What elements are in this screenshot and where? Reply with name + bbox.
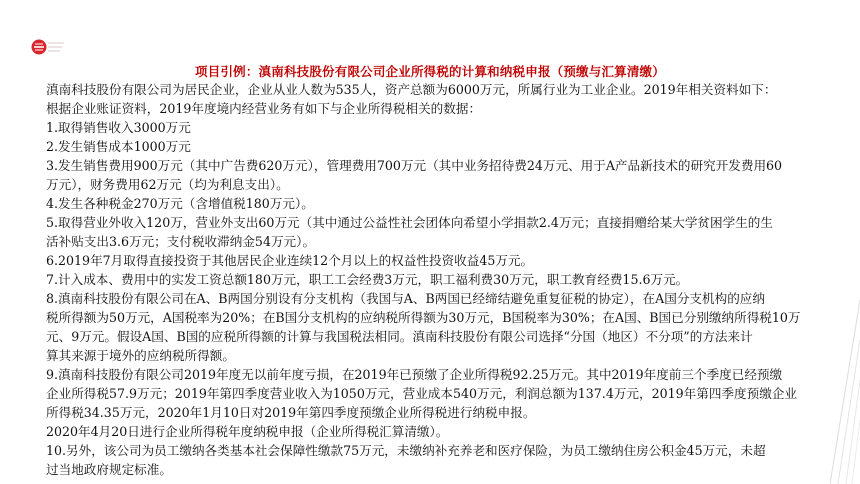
page-title: 项目引例：滇南科技股份有限公司企业所得税的计算和纳税申报（预缴与汇算清缴）: [195, 64, 665, 79]
document-body: [46, 80, 846, 479]
body-line: 根据企业账证资料，2019年度境内经营业务有如下与企业所得税相关的数据：: [46, 101, 482, 116]
body-line: 滇南科技股份有限公司为居民企业，企业从业人数为535人，资产总额为6000万元，所属行业为工业企业。2019年相关资料如下：: [46, 82, 777, 97]
body-line: 7.计入成本、费用中的实发工资总额180万元，职工工会经费3万元，职工福利费30万元，职工教育经费15.6万元。: [46, 272, 689, 287]
body-line: 税所得额为50万元，A国税率为20%；在B国分支机构的应纳税所得额为30万元，B国税率为30%；在A国、B国已分别缴纳所得税10万: [46, 310, 801, 325]
body-line: 9.滇南科技股份有限公司2019年度无以前年度亏损，在2019年已预缴了企业所得税92.25万元。其中2019年度前三个季度已经预缴: [46, 367, 783, 382]
body-line: 万元），财务费用62万元（均为利息支出）。: [46, 177, 289, 192]
body-line: 1.取得销售收入3000万元: [46, 120, 191, 135]
body-line: 5.取得营业外收入120万，营业外支出60万元（其中通过公益性社会团体向希望小学捐款2.4万元；直接捐赠给某大学贫困学生的生: [46, 215, 773, 230]
company-logo-icon: [30, 38, 66, 56]
body-line: 活补贴支出3.6万元；支付税收滞纳金54万元）。: [46, 234, 316, 249]
body-line: 3.发生销售费用900万元（其中广告费620万元），管理费用700万元（其中业务招待费24万元、用于A产品新技术的研究开发费用60: [46, 158, 783, 173]
body-line: 10.另外，该公司为员工缴纳各类基本社会保障性缴款75万元，未缴纳补充养老和医疗保险，为员工缴纳住房公积金45万元，未超: [46, 443, 766, 458]
body-line: 2.发生销售成本1000万元: [46, 139, 191, 154]
body-line: 过当地政府规定标准。: [46, 462, 172, 477]
body-line: 8.滇南科技股份有限公司在A、B两国分别设有分支机构（我国与A、B两国已经缔结避免重复征税的协定），在A国分支机构的应纳: [46, 291, 765, 306]
body-line: 2020年4月20日进行企业所得税年度纳税申报（企业所得税汇算清缴）。: [46, 424, 449, 439]
body-line: 4.发生各种税金270万元（含增值税180万元）。: [46, 196, 314, 211]
decorative-lines: [830, 300, 860, 484]
body-line: 算其来源于境外的应纳税所得额。: [46, 348, 235, 363]
body-line: 元、9万元。假设A国、B国的应税所得额的计算与我国税法相同。滇南科技股份有限公司选择“分国（地区）不分项”的方法来计: [46, 329, 753, 344]
body-line: 6.2019年7月取得直接投资于其他居民企业连续12个月以上的权益性投资收益45万元。: [46, 253, 534, 268]
body-line: 所得税34.35万元，2020年1月10日对2019年第四季度预缴企业所得税进行纳税申报。: [46, 405, 536, 420]
body-line: 企业所得税57.9万元；2019年第四季度营业收入为1050万元，营业成本540万元，利润总额为137.4万元，2019年第四季度预缴企业: [46, 386, 798, 401]
